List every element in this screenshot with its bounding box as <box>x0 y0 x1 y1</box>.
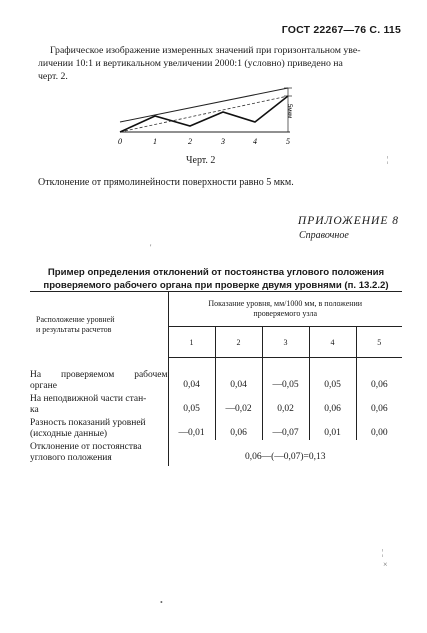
axis-tick-label: 4 <box>253 137 257 146</box>
table-cell: 0,02 <box>262 392 309 416</box>
axis-tick-label: 1 <box>153 137 157 146</box>
row-label-line: (исходные данные) <box>30 428 108 439</box>
stray-mark: • <box>160 598 163 607</box>
intro-line: личении 10:1 и вертикальном увеличении 2000:1 (условно) приведено на <box>38 58 343 69</box>
axis-tick-label: 2 <box>188 137 192 146</box>
table-row <box>30 440 402 466</box>
appendix-reference: Справочное <box>299 230 349 241</box>
stray-mark: ' <box>150 243 152 252</box>
margin-mark: × <box>383 560 388 569</box>
table-row <box>30 416 402 440</box>
position-header: 3 <box>262 327 309 358</box>
row-label <box>30 416 168 440</box>
header-top <box>168 292 402 327</box>
table-cell: 0,01 <box>309 416 356 440</box>
table-cell: —0,01 <box>168 416 215 440</box>
intro-paragraph <box>38 44 398 83</box>
table-cell: 0,05 <box>168 392 215 416</box>
row-label-line: Отклонение от постоянства <box>30 441 142 452</box>
axis-tick-label: 5 <box>286 137 290 146</box>
table-cell: —0,07 <box>262 416 309 440</box>
row-label <box>30 392 168 416</box>
row-label-line: Разность показаний уровней <box>30 417 146 428</box>
row-label-line: углового положения <box>30 452 112 463</box>
figure-caption: Черт. 2 <box>186 155 216 166</box>
table-title-line: Пример определения отклонений от постоянства углового положения <box>47 267 385 278</box>
header-left <box>30 292 168 358</box>
figure-2-drawing <box>110 80 310 150</box>
intro-line: Графическое изображение измеренных значений при горизонтальном уве- <box>50 45 361 56</box>
table-cell: 0,06 <box>309 392 356 416</box>
appendix-title: ПРИЛОЖЕНИЕ 8 <box>297 215 399 227</box>
table-cell: 0,06 <box>370 403 388 414</box>
straightness-sentence: Отклонение от прямолинейности поверхности равно 5 мкм. <box>38 177 294 188</box>
row-label <box>30 440 168 466</box>
row-label <box>30 358 168 392</box>
page-header: ГОСТ 22267—76 С. 115 <box>281 24 401 36</box>
axis-tick-label: 3 <box>221 137 225 146</box>
row-label-line: На неподвижной части стан- <box>30 393 147 404</box>
table-cell: 0,05 <box>309 358 356 392</box>
row-label-line: органе <box>30 380 57 391</box>
margin-mark: ¦ <box>382 548 384 557</box>
row-label-word: проверяемом <box>61 369 115 380</box>
table-title-line: проверяемого рабочего органа при проверке двумя уровнями (п. 13.2.2) <box>43 280 389 291</box>
table-cell: 0,04 <box>168 358 215 392</box>
table-row <box>30 358 402 392</box>
table-title <box>30 266 402 292</box>
table-cell: 0,00 <box>370 427 388 438</box>
axis-tick-label: 0 <box>118 137 122 146</box>
table-cell: —0,02 <box>215 392 262 416</box>
header-left-line: и результаты расчетов <box>36 324 112 334</box>
margin-mark: ¦ <box>387 155 389 164</box>
row-label-line: ка <box>30 404 39 415</box>
dimension-label: 5мкм <box>286 104 292 119</box>
row-label-word: рабочем <box>134 369 168 380</box>
table-cell: 0,06 <box>215 416 262 440</box>
header-left-line: Расположение уровней <box>36 314 115 324</box>
table-cell: 0,06 <box>370 379 388 390</box>
position-header: 1 <box>168 327 215 358</box>
envelope-line <box>120 88 288 122</box>
measurement-table <box>30 291 402 466</box>
table-cell: —0,05 <box>262 358 309 392</box>
deviation-formula: 0,06—(—0,07)=0,13 <box>244 451 326 462</box>
header-top-line: Показание уровня, мм/1000 мм, в положении <box>208 299 363 308</box>
row-label-word: На <box>30 369 42 380</box>
position-header: 2 <box>215 327 262 358</box>
reference-dashed-line <box>120 96 288 132</box>
position-header: 5 <box>356 327 402 358</box>
table-cell: 0,04 <box>215 358 262 392</box>
position-header: 4 <box>309 327 356 358</box>
header-top-line: проверяемого узла <box>253 309 318 318</box>
table-row <box>30 392 402 416</box>
intro-line: черт. 2. <box>38 71 68 82</box>
